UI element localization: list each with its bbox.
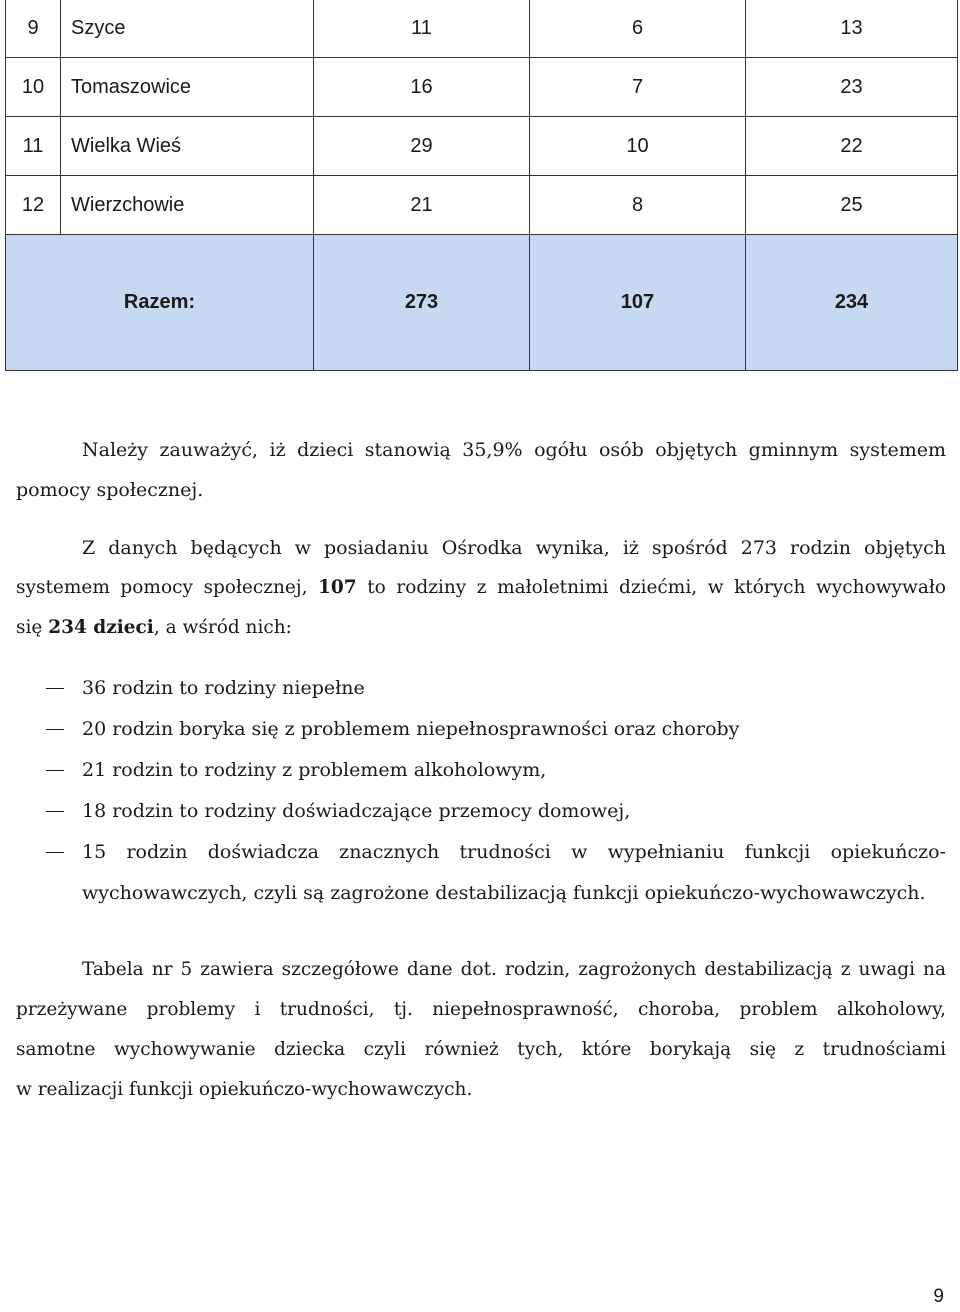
dash-bullet [46,770,64,771]
total-value: 273 [314,235,530,371]
table-row [6,58,958,117]
dash-bullet [46,688,64,689]
dash-bullet [46,852,64,853]
problems-list [46,668,946,914]
paragraph-line [16,568,946,608]
list-item-continuation: wychowawczych, czyli są zagrożone destabilizacją funkcji opiekuńczo-wychowawczych. [82,882,926,904]
text-span: to rodziny z małoletnimi dziećmi, w których wychowywało [367,577,946,598]
text-span: , a wśród nich: [153,617,292,638]
list-item-text: 20 rodzin boryka się z problemem niepełnosprawności oraz choroby [82,718,740,740]
cell-value: 8 [530,176,746,235]
list-item [46,750,946,791]
locality-name: Tomaszowice [61,58,314,117]
page-number: 9 [933,1286,944,1307]
text-span: się [16,617,43,638]
families-table [5,0,958,371]
total-row [6,235,958,371]
paragraph-line: Tabela nr 5 zawiera szczegółowe dane dot. rodzin, zagrożonych destabilizacją z uwagi na [82,959,946,980]
list-item [46,832,946,873]
paragraph-families-data [16,528,946,648]
paragraph-line: przeżywane problemy i trudności, tj. niepełnosprawność, choroba, problem alkoholowy, [16,999,946,1020]
cell-value: 6 [530,0,746,58]
cell-value: 7 [530,58,746,117]
paragraph-line: Należy zauważyć, iż dzieci stanowią 35,9% ogółu osób objętych gminnym systemem [82,439,946,461]
locality-name: Wielka Wieś [61,117,314,176]
cell-value: 16 [314,58,530,117]
paragraph-line: w realizacji funkcji opiekuńczo-wychowawczych. [16,1079,473,1100]
locality-name: Szyce [61,0,314,58]
row-number: 11 [6,117,61,176]
table-row [6,176,958,235]
paragraph-line: Z danych będących w posiadaniu Ośrodka wynika, iż spośród 273 rodzin objętych [82,537,946,559]
row-number: 9 [6,0,61,58]
cell-value: 29 [314,117,530,176]
locality-name: Wierzchowie [61,176,314,235]
row-number: 12 [6,176,61,235]
paragraph-line: pomocy społecznej. [16,479,204,501]
cell-value: 21 [314,176,530,235]
list-item-text: 15 rodzin doświadcza znacznych trudności w wypełnianiu funkcji opiekuńczo- [82,841,946,863]
list-item [46,668,946,709]
dash-bullet [46,811,64,812]
cell-value: 11 [314,0,530,58]
paragraph-table-note [16,950,946,1110]
bold-number: 234 dzieci [48,617,154,638]
list-item-text: 18 rodzin to rodziny doświadczające przemocy domowej, [82,800,631,822]
paragraph-line [16,608,946,648]
bold-number: 107 [318,577,357,598]
list-item [46,709,946,750]
cell-value: 25 [746,176,958,235]
cell-value: 13 [746,0,958,58]
row-number: 10 [6,58,61,117]
paragraph-children-share [16,430,946,510]
list-item-text: 21 rodzin to rodziny z problemem alkoholowym, [82,759,547,781]
cell-value: 22 [746,117,958,176]
total-value: 107 [530,235,746,371]
paragraph-line: samotne wychowywanie dziecka czyli również tych, które borykają się z trudnościami [16,1039,946,1060]
table-row [6,117,958,176]
text-span: systemem pomocy społecznej, [16,577,308,598]
dash-bullet [46,729,64,730]
list-item [46,791,946,832]
total-value: 234 [746,235,958,371]
list-item-text: 36 rodzin to rodziny niepełne [82,677,365,699]
total-label: Razem: [6,235,314,371]
cell-value: 23 [746,58,958,117]
table-row [6,0,958,58]
cell-value: 10 [530,117,746,176]
